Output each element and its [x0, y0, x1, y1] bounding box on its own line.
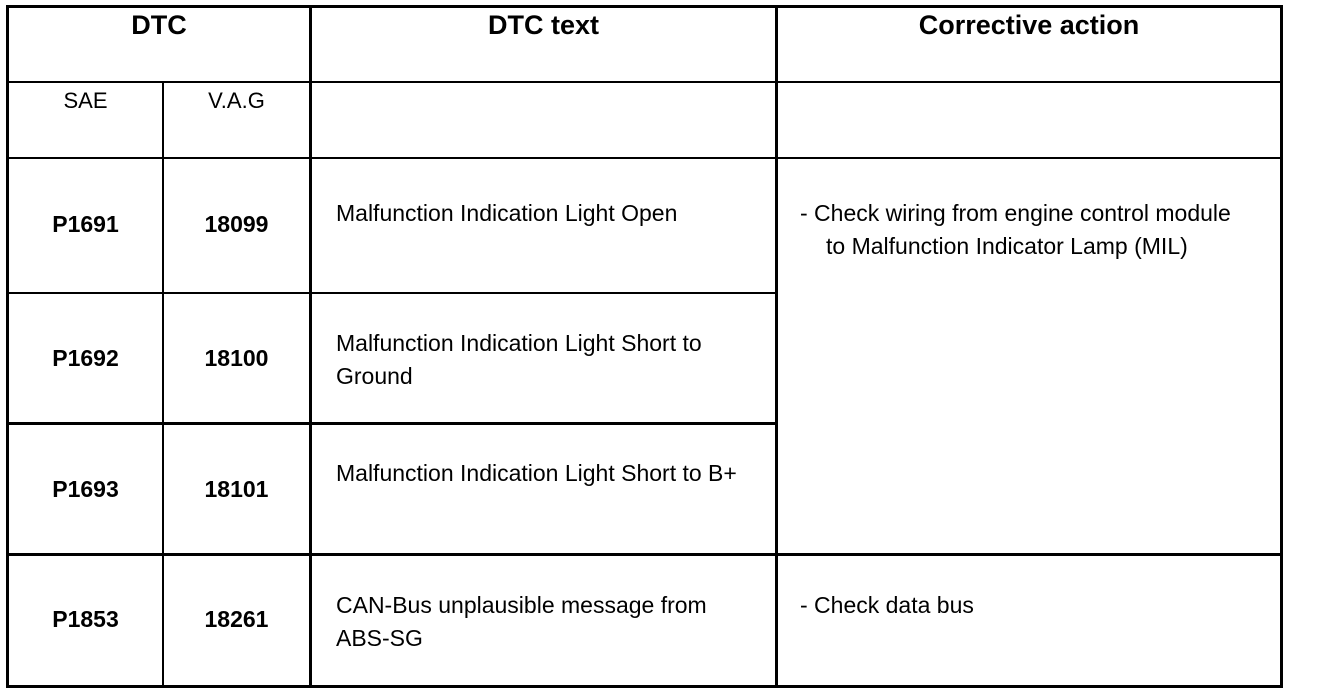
- row1-dtc-text: Malfunction Indication Light Open: [336, 200, 678, 226]
- divider-row1: [6, 292, 778, 294]
- table-border-top: [6, 5, 1283, 8]
- subheader-vag: V.A.G: [208, 88, 265, 113]
- row4-sae-code: P1853: [52, 606, 119, 632]
- row1-vag-code: 18099: [204, 211, 269, 237]
- table-border-bottom: [6, 685, 1283, 688]
- row2-dtc-text: Malfunction Indication Light Short to Ground: [336, 330, 702, 389]
- divider-corrective: [775, 5, 778, 688]
- divider-dtc-text: [309, 5, 312, 688]
- row1-sae-code: P1691: [52, 211, 119, 237]
- row2-vag-code: 18100: [204, 345, 269, 371]
- row3-vag-code: 18101: [204, 476, 269, 502]
- header-dtc: DTC: [131, 10, 187, 40]
- corrective-action-data-bus: - Check data bus: [800, 592, 974, 618]
- divider-subheader: [6, 157, 1283, 159]
- table-border-right: [1280, 5, 1283, 688]
- corrective-action-wiring: - Check wiring from engine control module to Malfunction Indicator Lamp (MIL): [800, 200, 1231, 259]
- row4-vag-code: 18261: [204, 606, 269, 632]
- header-dtc-text: DTC text: [487, 10, 599, 40]
- row4-dtc-text: CAN-Bus unplausible message from ABS-SG: [336, 592, 707, 651]
- divider-row2: [6, 422, 778, 425]
- divider-row3: [6, 553, 1283, 556]
- divider-header: [6, 81, 1283, 83]
- row3-sae-code: P1693: [52, 476, 119, 502]
- header-corrective-action: Corrective action: [918, 10, 1140, 40]
- divider-sae-vag: [162, 82, 164, 688]
- row3-dtc-text: Malfunction Indication Light Short to B+: [336, 460, 737, 486]
- row2-sae-code: P1692: [52, 345, 119, 371]
- subheader-sae: SAE: [63, 88, 108, 113]
